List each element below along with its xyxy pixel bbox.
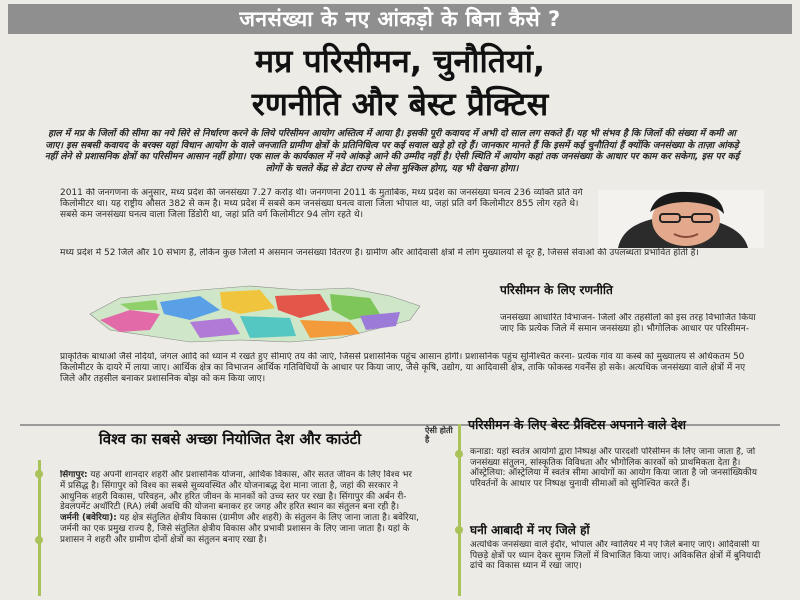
germany-text: यह क्षेत्र संतुलित क्षेत्रीय विकास (ग्रामीण और शहरी) के संतुलन के लिए जाना जाता है। बवेरिया, जर्मनी का एक प्रमुख राज्य है, जिसे संतुलित क्षेत्रीय विकास और प्रभावी प्रशासन के लिए जाना जाता है। यहां के प्रशासन ने शहरी और ग्रामीण दोनों क्षेत्रों का संतुलन बनाए रखा है। [60, 513, 419, 545]
best-practice-text: कनाडा: यहां स्वतंत्र आयोगों द्वारा निष्पक्ष और पारदर्शी परिसीमन के लिए जाना जाता है, जो जनसंख्या संतुलन, सांस्कृतिक विविधता और भौगोलिक कारकों को प्राथमिकता देता है। ऑस्ट्रेलिया: ऑस्ट्रेलिया में स्वतंत्र सीमा आयोगों का आयोग किया जाता है जो जनसांख्यिकीय परिवर्तनों के आधार पर निष्पक्ष चुनावी सीमाओं को सुनिश्चित करते हैं। [470, 447, 757, 489]
district-paragraph: मध्य प्रदेश में 52 जिले और 10 संभाग हैं, लेकिन कुछ जिलों में असमान जनसंख्या वितरण है। ग्रामीण और आदिवासी क्षेत्रों में लोग मुख्यालयों से दूर हैं, जिससे सेवाओं की उपलब्धता प्रभावित होती है। [60, 248, 699, 258]
bullet-dot-singapore [35, 470, 43, 478]
best-practice-title: परिसीमन के लिए बेस्ट प्रैक्टिस अपनाने वाले देश [468, 417, 687, 432]
strategy-text: जनसंख्या आधारित विभाजन- जिलों और तहसीलों को इस तरह विभाजित किया जाए कि प्रत्येक जिले में समान जनसंख्या हो। भौगोलिक आधार पर परिसीमन- [500, 313, 756, 335]
mp-district-map [60, 280, 480, 348]
singapore-heading: सिंगापुर: [60, 470, 88, 480]
world-best-title: विश्व का सबसे अच्छा नियोजित देश और काउंटी [98, 430, 362, 448]
kicker-text: जनसंख्या के नए आंकड़ो के बिना कैसे ? [239, 7, 561, 31]
world-best-list [60, 470, 420, 598]
germany-heading: जर्मनी (बवेरिया): [60, 513, 117, 524]
intro-paragraph: हाल में मप्र के जिलों की सीमा का नये सिरे से निर्धारण करने के लिये परिसीमन आयोग अस्तित्व में आया है। इसकी पूरी कवायद में अभी दो साल लग सकते हैं। यह भी संभव है कि जिलों की संख्या में कमी आ जाए। इस सबसी कवायद के बरक्स यहां विधान आयोग के वाले जनजाति ग्रामीण क्षेत्रों के प्रतिनिधित्व पर कई सवाल खड़े हो रहे हैं। जानकार मानते हैं कि इसमें कई चुनौतियां हैं क्योंकि जनसंख्या के ताज़ा आंकड़े नहीं लेने से प्रशासनिक क्षेत्रों का परिसीमन आसान नहीं होगा। एक साल के कार्यकाल में नये आंकड़े आने की उम्मीद नहीं है। ऐसी स्थिति में आयोग कहां तक जनसंख्या के आधार पर काम कर सकेगा, इस पर कई लोगों के चलते केंद्र से डेटा राज्य से लेना मुश्किल होगा, यह भी देखना होगा। [44, 128, 740, 174]
portrait-photo [598, 190, 764, 248]
strategy-title: परिसीमन के लिए रणनीति [500, 283, 613, 297]
bullet-dot-best-practice [455, 450, 463, 458]
side-tag: ऐसी होती है [425, 426, 453, 444]
dense-population-title: घनी आबादी में नए जिले हों [470, 523, 590, 537]
census-paragraph: 2011 की जनगणना के अनुसार, मध्य प्रदेश की जनसंख्या 7.27 करोड़ थी। जनगणना 2011 के मुताबिक, मध्य प्रदेश का जनसंख्या घनत्व 236 व्यक्ति प्रति वर्ग किलोमीटर था। यह राष्ट्रीय औसत 382 से कम है। मध्य प्रदेश में सबसे कम जनसंख्या घनत्व वाला जिला भोपाल था, जहां प्रति वर्ग किलोमीटर 855 लोग रहते थे। सबसे कम जनसंख्या घनत्व वाला जिला डिंडोरी था, जहां प्रति वर्ग किलोमीटर 94 लोग रहते थे। [60, 188, 583, 221]
strategy-continued-paragraph: प्राकृतिक बाधाओं जैसे नदियों, जंगल आदि को ध्यान में रखते हुए सीमाएं तय की जाएं, जिससे प्रशासनिक पहुंच आसान होगी। प्रशासनिक पहुंच सुनिश्चित करना- प्रत्येक गांव या कस्बे को मुख्यालय से अधिकतम 50 किलोमीटर के दायरे में लाया जाए। आर्थिक क्षेत्र का विभाजन आर्थिक गतिविधियों के आधार पर किया जाए, जैसे कृषि, उद्योग, या आदिवासी क्षेत्र, ताकि फोकस्ड गवर्नेंस हो सके। अत्यधिक जनसंख्या वाले क्षेत्रों में नए जिले और तहसील बनाकर प्रशासनिक बोझ को कम किया जाए। [60, 352, 746, 385]
bullet-dot-dense [455, 526, 463, 534]
headline-line-1: मप्र परिसीमन, चुनौतियां, [254, 41, 546, 80]
kicker-band [8, 4, 792, 34]
dense-population-text: अत्यधिक जनसंख्या वाले इंदौर, भोपाल और ग्वालियर में नए जिले बनाए जाएं। आदिवासी या पिछड़े क्षेत्रों पर ध्यान देकर सुगम जिलों में विभाजित किया जाए। अविकसित क्षेत्रों में बुनियादी ढांचे का विकास ध्यान में रखा जाए। [470, 540, 761, 572]
left-accent-line [38, 460, 41, 596]
singapore-text: यह अपनी शानदार शहरी और प्रशासनिक योजना, आर्थिक विकास, और सतत जीवन के लिए विश्व भर में प्रसिद्ध है। सिंगापुर को विश्व का सबसे सुव्यवस्थित और योजनाबद्ध देश माना जाता है, जहां की सरकार ने आधुनिक शहरी विकास, परिवहन, और हरित जीवन के मानकों को उच्च स्तर पर रखा है। सिंगापुर की अर्बन री-डेवलपमेंट अथॉरिटी (RA) लंबी अवधि की योजना बनाकर हर जगह और हरित स्थान का संतुलन बना रही है। [60, 470, 412, 513]
bullet-dot-germany [35, 536, 43, 544]
headline-line-2: रणनीति और बेस्ट प्रैक्टिस [251, 84, 549, 123]
